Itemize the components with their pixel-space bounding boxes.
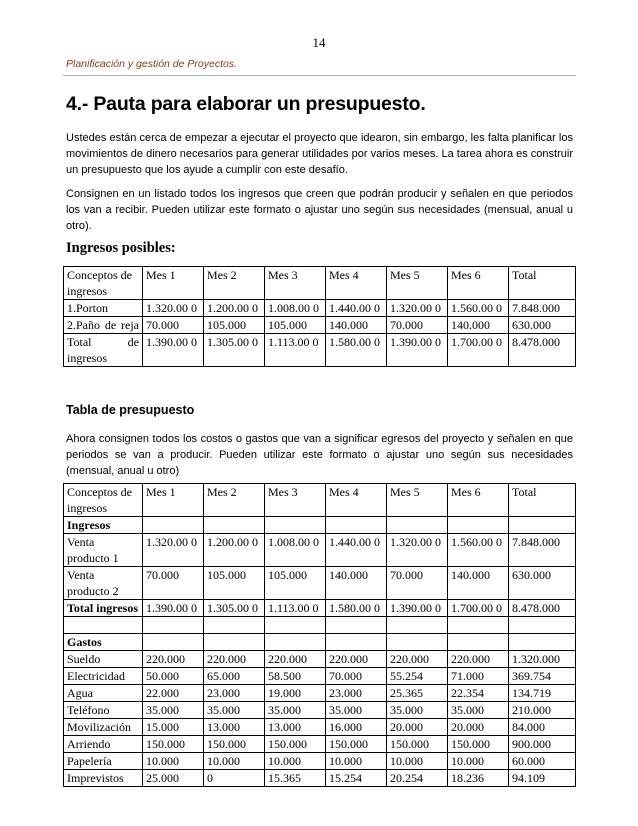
value-cell: [143, 617, 204, 634]
value-cell: 35.000: [143, 702, 204, 719]
value-cell: Mes 1: [143, 484, 204, 517]
value-cell: 84.000: [509, 719, 576, 736]
table-row: [64, 719, 576, 736]
table-row: [64, 317, 576, 334]
value-cell: 1.008.00 0: [265, 534, 326, 567]
row-label-cell: Total ingresos: [64, 600, 143, 617]
value-cell: [265, 517, 326, 534]
section-row-ingresos: [64, 517, 576, 534]
value-cell: Mes 1: [143, 267, 204, 300]
page-number: 14: [312, 35, 326, 50]
value-cell: 1.320.00 0: [387, 534, 448, 567]
table-row: [64, 651, 576, 668]
section-title: 4.- Pauta para elaborar un presupuesto.: [66, 93, 426, 115]
value-cell: 94.109: [509, 770, 576, 787]
value-cell: Mes 6: [448, 267, 509, 300]
value-cell: [387, 517, 448, 534]
value-cell: 15.254: [326, 770, 387, 787]
row-label-cell: Arriendo: [64, 736, 143, 753]
value-cell: 900.000: [509, 736, 576, 753]
value-cell: [326, 634, 387, 651]
value-cell: Mes 3: [265, 267, 326, 300]
value-cell: 1.113.00 0: [265, 334, 326, 367]
row-label-cell: 2.Paño de reja: [64, 317, 143, 334]
row-label-cell: Conceptos de ingresos: [64, 484, 143, 517]
value-cell: 1.008.00 0: [265, 300, 326, 317]
value-cell: Mes 2: [204, 484, 265, 517]
value-cell: 1.200.00 0: [204, 534, 265, 567]
value-cell: 70.000: [387, 317, 448, 334]
value-cell: 10.000: [387, 753, 448, 770]
table-row: [64, 300, 576, 317]
value-cell: 15.365: [265, 770, 326, 787]
value-cell: 10.000: [143, 753, 204, 770]
value-cell: 8.478.000: [509, 334, 576, 367]
row-label-cell: Ingresos: [64, 517, 143, 534]
value-cell: 369.754: [509, 668, 576, 685]
row-label-cell: Teléfono: [64, 702, 143, 719]
table-row: [64, 534, 576, 567]
table-header-row: [64, 267, 576, 300]
value-cell: 1.320.00 0: [143, 300, 204, 317]
ingresos-heading: Ingresos posibles:: [66, 240, 176, 256]
value-cell: [204, 517, 265, 534]
value-cell: 1.390.00 0: [387, 600, 448, 617]
value-cell: 630.000: [509, 567, 576, 600]
value-cell: Mes 5: [387, 267, 448, 300]
value-cell: 150.000: [265, 736, 326, 753]
value-cell: 1.305.00 0: [204, 600, 265, 617]
running-header: Planificación y gestión de Proyectos.: [66, 58, 238, 70]
row-label-cell: Electricidad: [64, 668, 143, 685]
value-cell: 13.000: [265, 719, 326, 736]
value-cell: 70.000: [387, 567, 448, 600]
value-cell: 220.000: [448, 651, 509, 668]
value-cell: Mes 4: [326, 267, 387, 300]
table-row: [64, 567, 576, 600]
value-cell: 105.000: [265, 567, 326, 600]
value-cell: [509, 634, 576, 651]
value-cell: 8.478.000: [509, 600, 576, 617]
value-cell: 60.000: [509, 753, 576, 770]
value-cell: 58.500: [265, 668, 326, 685]
value-cell: 16.000: [326, 719, 387, 736]
value-cell: 20.000: [448, 719, 509, 736]
value-cell: 35.000: [448, 702, 509, 719]
value-cell: [448, 634, 509, 651]
value-cell: 35.000: [387, 702, 448, 719]
value-cell: 105.000: [204, 317, 265, 334]
spacer-row: [64, 617, 576, 634]
value-cell: 25.000: [143, 770, 204, 787]
value-cell: 65.000: [204, 668, 265, 685]
costs-paragraph: Ahora consignen todos los costos o gastos que van a significar egresos del proyecto y señalen en que periodos se van a producir. Pueden utilizar este formato o ajustar uno según sus necesidades (mensual, anual u otro): [66, 433, 573, 477]
section-row-gastos: [64, 634, 576, 651]
value-cell: 140.000: [448, 567, 509, 600]
table-row: [64, 736, 576, 753]
value-cell: Mes 5: [387, 484, 448, 517]
value-cell: [509, 517, 576, 534]
row-label-cell: Sueldo: [64, 651, 143, 668]
value-cell: 10.000: [326, 753, 387, 770]
value-cell: 70.000: [326, 668, 387, 685]
value-cell: [326, 517, 387, 534]
intro-paragraph: Ustedes están cerca de empezar a ejecutar el proyecto que idearon, sin embargo, les falta planificar los movimientos de dinero necesarios para generar utilidades por varios meses. La tarea ahora es construir un presupuesto que los ayude a cumplir con este desafío.: [66, 132, 573, 176]
value-cell: 140.000: [326, 317, 387, 334]
value-cell: 15.000: [143, 719, 204, 736]
row-label-cell: Movilización: [64, 719, 143, 736]
row-label-cell: Total de ingresos: [64, 334, 143, 367]
value-cell: 18.236: [448, 770, 509, 787]
header-divider: [63, 75, 576, 76]
value-cell: 1.320.00 0: [143, 534, 204, 567]
value-cell: 55.254: [387, 668, 448, 685]
value-cell: 150.000: [387, 736, 448, 753]
value-cell: [326, 617, 387, 634]
value-cell: 7.848.000: [509, 300, 576, 317]
value-cell: 25.365: [387, 685, 448, 702]
value-cell: 220.000: [265, 651, 326, 668]
value-cell: 1.320.000: [509, 651, 576, 668]
value-cell: Mes 6: [448, 484, 509, 517]
value-cell: 630.000: [509, 317, 576, 334]
value-cell: 220.000: [204, 651, 265, 668]
row-label-cell: Venta producto 1: [64, 534, 143, 567]
value-cell: 20.000: [387, 719, 448, 736]
budget-table: [63, 483, 576, 787]
total-row: [64, 600, 576, 617]
table-row: [64, 753, 576, 770]
value-cell: 1.560.00 0: [448, 534, 509, 567]
value-cell: 1.580.00 0: [326, 334, 387, 367]
value-cell: 1.390.00 0: [387, 334, 448, 367]
value-cell: 35.000: [326, 702, 387, 719]
value-cell: Total: [509, 267, 576, 300]
value-cell: [387, 634, 448, 651]
value-cell: [265, 617, 326, 634]
value-cell: [204, 634, 265, 651]
value-cell: 1.305.00 0: [204, 334, 265, 367]
value-cell: 10.000: [448, 753, 509, 770]
value-cell: 1.580.00 0: [326, 600, 387, 617]
value-cell: 150.000: [204, 736, 265, 753]
value-cell: 1.560.00 0: [448, 300, 509, 317]
value-cell: 13.000: [204, 719, 265, 736]
value-cell: 7.848.000: [509, 534, 576, 567]
value-cell: 10.000: [204, 753, 265, 770]
value-cell: 35.000: [265, 702, 326, 719]
value-cell: 1.200.00 0: [204, 300, 265, 317]
value-cell: [143, 634, 204, 651]
value-cell: 210.000: [509, 702, 576, 719]
value-cell: 1.440.00 0: [326, 534, 387, 567]
row-label-cell: Venta producto 2: [64, 567, 143, 600]
value-cell: 19.000: [265, 685, 326, 702]
value-cell: 35.000: [204, 702, 265, 719]
value-cell: 134.719: [509, 685, 576, 702]
presupuesto-heading: Tabla de presupuesto: [66, 403, 195, 417]
value-cell: Mes 3: [265, 484, 326, 517]
row-label-cell: [64, 617, 143, 634]
value-cell: [143, 517, 204, 534]
value-cell: 150.000: [448, 736, 509, 753]
row-label-cell: Agua: [64, 685, 143, 702]
value-cell: Mes 4: [326, 484, 387, 517]
value-cell: [509, 617, 576, 634]
value-cell: Total: [509, 484, 576, 517]
value-cell: 1.440.00 0: [326, 300, 387, 317]
value-cell: 220.000: [387, 651, 448, 668]
table-row: [64, 334, 576, 367]
value-cell: 20.254: [387, 770, 448, 787]
value-cell: Mes 2: [204, 267, 265, 300]
table-row: [64, 702, 576, 719]
value-cell: [387, 617, 448, 634]
value-cell: 1.390.00 0: [143, 600, 204, 617]
row-label-cell: Conceptos de ingresos: [64, 267, 143, 300]
value-cell: 150.000: [326, 736, 387, 753]
value-cell: 23.000: [204, 685, 265, 702]
value-cell: 1.390.00 0: [143, 334, 204, 367]
value-cell: 23.000: [326, 685, 387, 702]
value-cell: 1.700.00 0: [448, 334, 509, 367]
value-cell: 70.000: [143, 317, 204, 334]
value-cell: 70.000: [143, 567, 204, 600]
table-row: [64, 668, 576, 685]
row-label-cell: 1.Porton: [64, 300, 143, 317]
value-cell: [448, 517, 509, 534]
value-cell: 22.000: [143, 685, 204, 702]
row-label-cell: Imprevistos: [64, 770, 143, 787]
value-cell: [265, 634, 326, 651]
row-label-cell: Gastos: [64, 634, 143, 651]
income-table: [63, 266, 576, 367]
value-cell: 220.000: [143, 651, 204, 668]
value-cell: [448, 617, 509, 634]
value-cell: 105.000: [265, 317, 326, 334]
value-cell: 220.000: [326, 651, 387, 668]
value-cell: 140.000: [326, 567, 387, 600]
value-cell: 150.000: [143, 736, 204, 753]
value-cell: 10.000: [265, 753, 326, 770]
row-label-cell: Papelería: [64, 753, 143, 770]
value-cell: 0: [204, 770, 265, 787]
value-cell: 50.000: [143, 668, 204, 685]
value-cell: 1.700.00 0: [448, 600, 509, 617]
value-cell: 105.000: [204, 567, 265, 600]
table-row: [64, 685, 576, 702]
value-cell: [204, 617, 265, 634]
instructions-paragraph: Consignen en un listado todos los ingresos que creen que podrán producir y señalen en que periodos los van a recibir. Pueden utilizar este formato o ajustar uno según sus necesidades (mensual, anual u otro).: [66, 188, 573, 232]
value-cell: 71.000: [448, 668, 509, 685]
value-cell: 140.000: [448, 317, 509, 334]
table-header-row: [64, 484, 576, 517]
value-cell: 22.354: [448, 685, 509, 702]
value-cell: 1.113.00 0: [265, 600, 326, 617]
value-cell: 1.320.00 0: [387, 300, 448, 317]
table-row: [64, 770, 576, 787]
